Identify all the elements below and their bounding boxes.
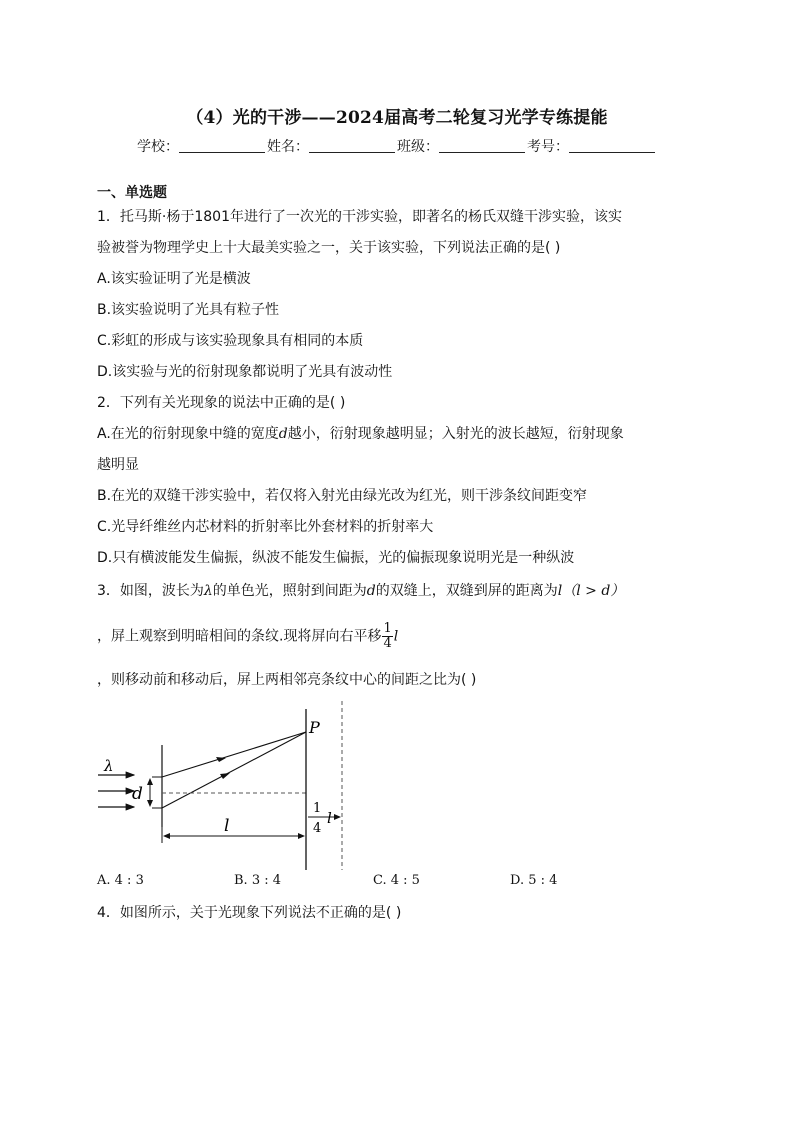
q3-condition: l（l > d） (557, 583, 625, 599)
q1-stem-line-2: 验被誉为物理学史上十大最美实验之一，关于该实验，下列说法正确的是( ) (97, 240, 561, 256)
class-label: 班级： (397, 139, 439, 155)
q3-quarter-fraction (382, 622, 392, 651)
q3-text-part: 3．如图，波长为 (97, 583, 204, 599)
student-info-line (0, 136, 794, 156)
q2-option-a-var-d: d (278, 426, 288, 442)
q3-stem-line-2 (97, 622, 398, 651)
q3-lambda-symbol: λ (203, 583, 213, 599)
ray-direction-arrow (220, 773, 230, 779)
double-slit-diagram (90, 695, 360, 870)
q3-stem-line-1 (97, 580, 624, 600)
fraction-denominator: 4 (383, 636, 392, 651)
lambda-label: λ (104, 757, 114, 775)
q1-option-a: A.该实验证明了光是横波 (97, 271, 251, 287)
q3-text-part: ，屏上观察到明暗相间的条纹.现将屏向右平移 (97, 628, 382, 645)
q2-option-a (97, 423, 624, 443)
q3-text-part: 的单色光，照射到间距为 (212, 583, 367, 599)
q2-option-c: C.光导纤维丝内芯材料的折射率比外套材料的折射率大 (97, 519, 434, 535)
l-label: l (224, 816, 230, 836)
fraction-numerator: 1 (383, 621, 392, 636)
exam-number-blank[interactable] (569, 138, 655, 153)
point-p-label: P (309, 718, 320, 737)
q3-l-symbol: l (393, 628, 399, 645)
shift-numerator: 1 (313, 801, 322, 816)
q1-option-c: C.彩虹的形成与该实验现象具有相同的本质 (97, 333, 364, 349)
section-heading: 一、单选题 (97, 185, 167, 201)
school-label: 学校： (137, 139, 179, 155)
q2-option-b: B.在光的双缝干涉实验中，若仅将入射光由绿光改为红光，则干涉条纹间距变窄 (97, 488, 588, 504)
q3-option-d: D. 5 : 4 (510, 873, 558, 888)
exam-number-label: 考号： (527, 139, 569, 155)
q3-option-b: B. 3 : 4 (234, 873, 282, 888)
q4-stem: 4．如图所示，关于光现象下列说法不正确的是( ) (97, 905, 402, 921)
q2-option-a-cont: 越明显 (97, 457, 139, 473)
q1-stem-line-1: 1．托马斯·杨于1801年进行了一次光的干涉实验，即著名的杨氏双缝干涉实验，该实 (97, 209, 622, 225)
d-label: d (132, 784, 143, 804)
name-blank[interactable] (309, 138, 395, 153)
q2-option-a-part1: A.在光的衍射现象中缝的宽度 (97, 426, 279, 442)
q1-option-b: B.该实验说明了光具有粒子性 (97, 302, 280, 318)
q2-stem: 2．下列有关光现象的说法中正确的是( ) (97, 395, 346, 411)
page-title: （4）光的干涉——2024届高考二轮复习光学专练提能 (186, 108, 608, 128)
school-blank[interactable] (179, 138, 265, 153)
q2-option-d: D.只有横波能发生偏振，纵波不能发生偏振，光的偏振现象说明光是一种纵波 (97, 550, 575, 566)
q3-text-part: 的双缝上，双缝到屏的距离为 (375, 583, 558, 599)
shift-variable: l (327, 809, 332, 827)
q3-option-a: A. 4 : 3 (97, 873, 144, 888)
q3-d-symbol: d (366, 583, 376, 599)
name-label: 姓名： (267, 139, 309, 155)
q3-option-c: C. 4 : 5 (373, 873, 420, 888)
q3-stem-line-3: ，则移动前和移动后，屏上两相邻亮条纹中心的间距之比为( ) (97, 672, 477, 688)
q2-option-a-part2: 越小，衍射现象越明显；入射光的波长越短，衍射现象 (287, 426, 624, 442)
q1-option-d: D.该实验与光的衍射现象都说明了光具有波动性 (97, 364, 393, 380)
class-blank[interactable] (439, 138, 525, 153)
shift-denominator: 4 (313, 821, 322, 836)
